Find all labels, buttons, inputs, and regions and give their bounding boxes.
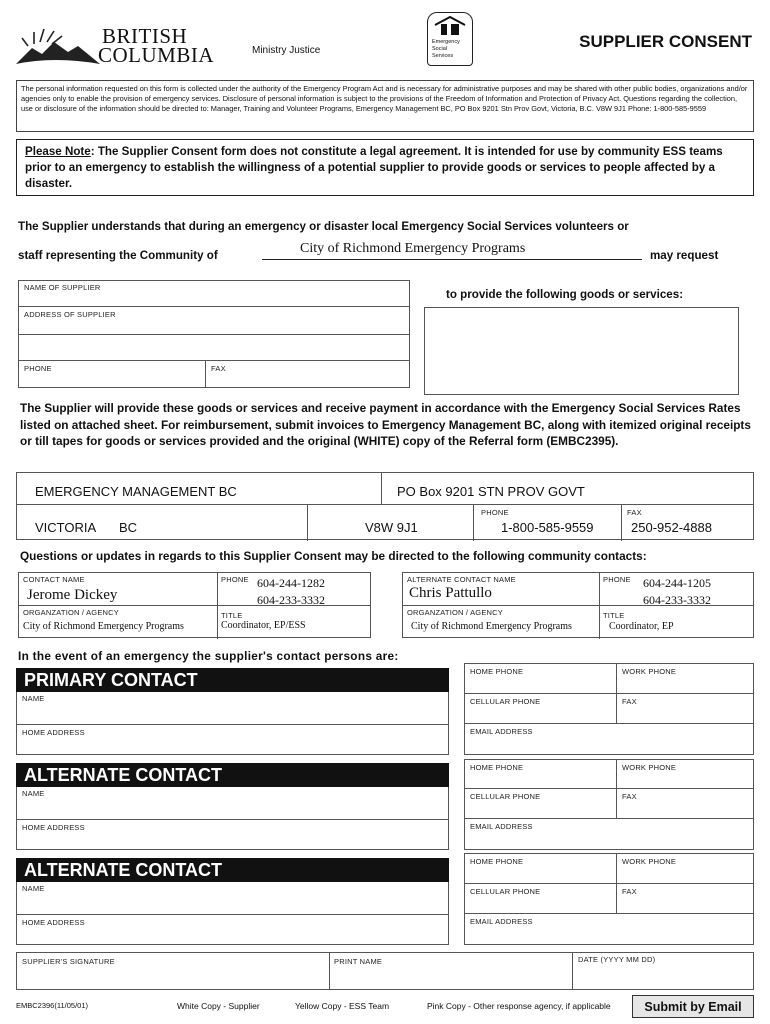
supplier-address-field[interactable] [18, 306, 410, 361]
ministry-name: Ministry Justice [252, 45, 321, 56]
community-contact-alternate [402, 572, 754, 638]
alternate2-home-phone-field[interactable] [464, 853, 617, 884]
cc1-name-label: CONTACT NAME [23, 575, 85, 584]
alternate1-work-phone-field[interactable] [616, 759, 754, 790]
alternate2-name-field[interactable] [16, 882, 449, 915]
community-contact-primary [18, 572, 371, 638]
primary-fax-label: FAX [622, 697, 637, 706]
goods-services-field[interactable] [424, 307, 739, 395]
submit-by-email-button[interactable]: Submit by Email [632, 995, 754, 1018]
embc-province: BC [119, 520, 138, 535]
supplier-phone-label: PHONE [24, 364, 52, 373]
alternate2-cell-phone-label: CELLULAR PHONE [470, 887, 541, 896]
alternate1-home-phone-label: HOME PHONE [470, 763, 524, 772]
alternate2-email-field[interactable] [464, 913, 754, 945]
understands-line2-suffix: may request [650, 249, 719, 262]
people-shelter-icon [433, 16, 467, 36]
provide-label: to provide the following goods or services: [446, 288, 684, 301]
cc1-phone-label: PHONE [221, 575, 249, 584]
ess-logo-line3: Services [432, 53, 454, 59]
please-note-text: : The Supplier Consent form does not constitute a legal agreement. It is intended for use by community ESS teams prior to an emergency to establish the willingness of a potential supplier to provide goods or services to people affected by a disaster. [25, 145, 723, 190]
signature-label: SUPPLIER'S SIGNATURE [22, 957, 115, 966]
alternate2-fax-label: FAX [622, 887, 637, 896]
date-label: DATE (YYYY MM DD) [578, 955, 656, 964]
embc-po-box: PO Box 9201 STN PROV GOVT [397, 484, 585, 499]
supplier-name-field[interactable] [18, 280, 410, 307]
cc1-phone1: 604-244-1282 [257, 576, 325, 590]
form-title: SUPPLIER CONSENT [579, 32, 752, 51]
embc-org: EMERGENCY MANAGEMENT BC [35, 484, 237, 499]
alternate1-fax-field[interactable] [616, 788, 754, 819]
cc1-title-label: TITLE [221, 611, 243, 620]
privacy-notice: The personal information requested on this form is collected under the authority of the Emergency Program Act and is necessary for administrative purposes and may be shared with other public bodies, organizations and/or agencies only to enable the provision of emergency services. Disclosure of personal information is subject to the provisions of the Freedom of Information and Protection of Privacy Act. Questions regarding the collection, use or disclosure of the information should be directed to: Manager, Training and Volunteer Programs, Emergency Management BC, PO Box 9201 Stn Prov Govt, Victoria, B.C. V8W 9J1 Phone: 1-800-585-9559 [16, 80, 754, 132]
community-line [262, 259, 642, 260]
cc2-org-label: ORGANZATION / AGENCY [407, 608, 503, 617]
cc1-v-divider [217, 573, 218, 639]
primary-email-label: EMAIL ADDRESS [470, 727, 533, 736]
payment-text: The Supplier will provide these goods or services and receive payment in accordance with the Emergency Social Services Rates listed on attached sheet. For reimbursement, submit invoices to Emergency Management BC, along with itemized original receipts or till tapes for goods or services provided and the original (WHITE) copy of the Referral form (EMBC2395). [20, 401, 751, 448]
primary-name-label: NAME [22, 694, 45, 703]
alternate2-work-phone-label: WORK PHONE [622, 857, 677, 866]
alternate1-work-phone-label: WORK PHONE [622, 763, 677, 772]
ess-logo [427, 12, 473, 66]
supplier-name-label: NAME OF SUPPLIER [24, 283, 101, 292]
primary-home-phone-field[interactable] [464, 663, 617, 694]
print-name-label: PRINT NAME [334, 957, 383, 966]
embc-fax: 250-952-4888 [631, 520, 712, 535]
please-note-label: Please Note [25, 145, 91, 158]
primary-name-field[interactable] [16, 692, 449, 725]
cc2-v-divider [599, 573, 600, 639]
alternate2-home-address-label: HOME ADDRESS [22, 918, 85, 927]
cc1-name: Jerome Dickey [27, 587, 118, 603]
yellow-copy-note: Yellow Copy - ESS Team [295, 1001, 390, 1011]
supplier-fax-label: FAX [211, 364, 226, 373]
primary-home-address-label: HOME ADDRESS [22, 728, 85, 737]
questions-text: Questions or updates in regards to this Supplier Consent may be directed to the following community contacts: [20, 549, 647, 563]
signature-field[interactable] [16, 952, 330, 990]
understands-line2-prefix: staff representing the Community of [18, 249, 218, 262]
cc2-phone1: 604-244-1205 [643, 576, 711, 590]
supplier-address-label: ADDRESS OF SUPPLIER [24, 310, 116, 319]
alternate1-home-address-label: HOME ADDRESS [22, 823, 85, 832]
cc1-title: Coordinator, EP/ESS [221, 620, 306, 631]
white-copy-note: White Copy - Supplier [177, 1001, 260, 1011]
cc2-title: Coordinator, EP [609, 621, 674, 632]
ess-logo-line1: Emergency [432, 39, 460, 45]
cc1-phone2: 604-233-3332 [257, 593, 325, 607]
embc-city: VICTORIA [35, 520, 97, 535]
alternate1-name-field[interactable] [16, 787, 449, 820]
bc-logo-text-line1: BRITISH [102, 24, 188, 48]
alternate2-home-phone-label: HOME PHONE [470, 857, 524, 866]
primary-home-phone-label: HOME PHONE [470, 667, 524, 676]
please-note-box [16, 139, 754, 196]
alternate1-fax-label: FAX [622, 792, 637, 801]
cc2-org: City of Richmond Emergency Programs [411, 621, 572, 632]
understands-line1: The Supplier understands that during an emergency or disaster local Emergency Social Services volunteers or [18, 220, 629, 233]
primary-contact-title: PRIMARY CONTACT [16, 668, 449, 692]
ess-logo-line2: Social [432, 46, 447, 52]
embc-v-divider-1 [307, 504, 308, 541]
alternate1-email-field[interactable] [464, 818, 754, 850]
alternate2-email-label: EMAIL ADDRESS [470, 917, 533, 926]
pink-copy-note: Pink Copy - Other response agency, if applicable [427, 1001, 611, 1011]
alternate1-home-phone-field[interactable] [464, 759, 617, 790]
cc2-phone2: 604-233-3332 [643, 593, 711, 607]
primary-work-phone-field[interactable] [616, 663, 754, 694]
date-field[interactable] [572, 952, 754, 990]
primary-work-phone-label: WORK PHONE [622, 667, 677, 676]
primary-email-field[interactable] [464, 723, 754, 755]
alternate-contact-1-title: ALTERNATE CONTACT [16, 763, 449, 787]
cc1-org: City of Richmond Emergency Programs [23, 621, 184, 632]
cc2-name-label: ALTERNATE CONTACT NAME [407, 575, 516, 584]
supplier-fax-field[interactable] [205, 360, 410, 388]
alternate2-name-label: NAME [22, 884, 45, 893]
embc-postal: V8W 9J1 [365, 520, 418, 535]
community-name: City of Richmond Emergency Programs [300, 241, 526, 256]
print-name-field[interactable] [329, 952, 573, 990]
embc-phone-label: PHONE [481, 508, 509, 517]
primary-cell-phone-field[interactable] [464, 693, 617, 724]
form-id: EMBC2396(11/05/01) [16, 1001, 88, 1010]
supplier-phone-field[interactable] [18, 360, 206, 388]
alternate1-cell-phone-label: CELLULAR PHONE [470, 792, 541, 801]
address-divider [19, 334, 409, 335]
embc-v-divider-2 [473, 504, 474, 541]
alternate1-home-address-field[interactable] [16, 819, 449, 850]
alternate1-email-label: EMAIL ADDRESS [470, 822, 533, 831]
cc2-name: Chris Pattullo [409, 585, 492, 601]
alternate1-cell-phone-field[interactable] [464, 788, 617, 819]
embc-address-box [16, 472, 754, 540]
primary-cell-phone-label: CELLULAR PHONE [470, 697, 541, 706]
primary-fax-field[interactable] [616, 693, 754, 724]
alternate1-name-label: NAME [22, 789, 45, 798]
alternate2-fax-field[interactable] [616, 883, 754, 914]
embc-fax-label: FAX [627, 508, 642, 517]
alternate-contact-2-title: ALTERNATE CONTACT [16, 858, 449, 882]
embc-v-divider-top [381, 473, 382, 504]
embc-v-divider-3 [621, 504, 622, 541]
mountain-sun-icon [14, 18, 104, 66]
alternate2-home-address-field[interactable] [16, 914, 449, 945]
bc-logo [14, 18, 224, 68]
embc-mid-divider [17, 504, 753, 505]
bc-logo-text-line2: COLUMBIA [98, 43, 215, 67]
supplier-contacts-heading: In the event of an emergency the supplier's contact persons are: [18, 649, 399, 663]
cc1-org-label: ORGANZATION / AGENCY [23, 608, 119, 617]
cc2-title-label: TITLE [603, 611, 625, 620]
primary-home-address-field[interactable] [16, 724, 449, 755]
cc2-phone-label: PHONE [603, 575, 631, 584]
embc-phone: 1-800-585-9559 [501, 520, 594, 535]
alternate2-cell-phone-field[interactable] [464, 883, 617, 914]
alternate2-work-phone-field[interactable] [616, 853, 754, 884]
